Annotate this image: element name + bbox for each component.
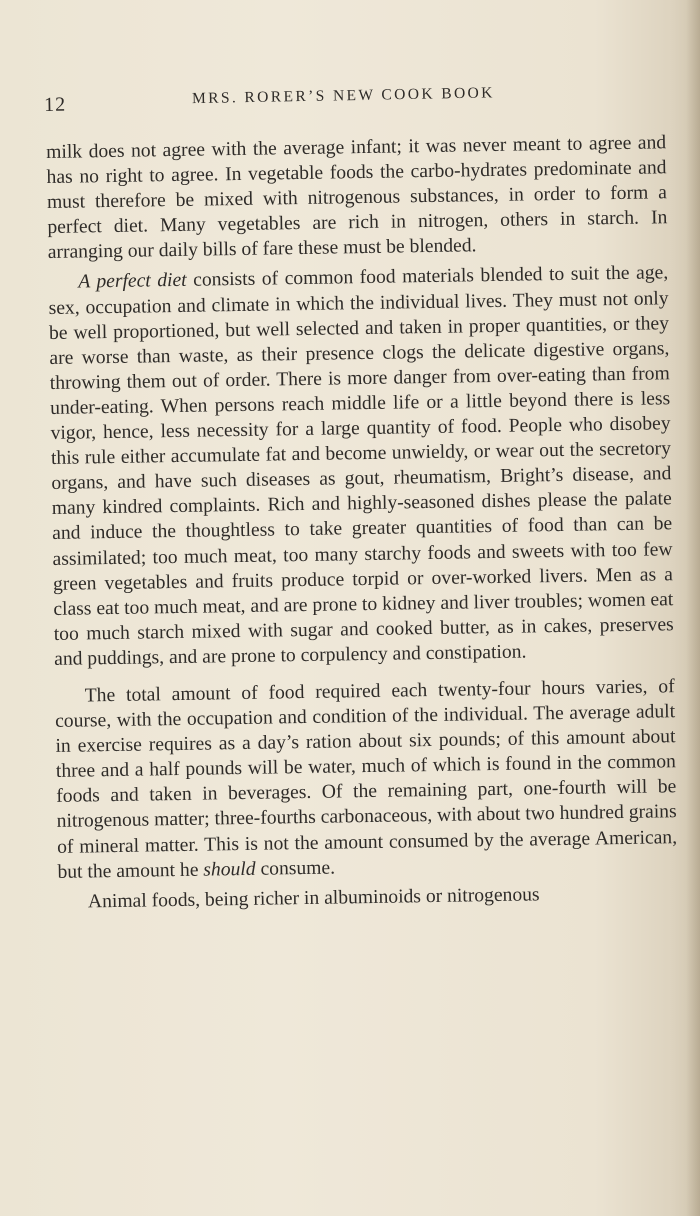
italic-should: should bbox=[203, 858, 256, 881]
paragraph-3 bbox=[55, 674, 678, 884]
paragraph-2-text: consists of common food materials blended to suit the age, sex, occupation and climate in which the individual lives. They must not only be well proportioned, but well selected and taken in proper quantities, or they are worse than waste, as their presence clogs the delicate digestive organs, throwing them out of order. There is more danger from over-eating than from under-eating. When persons reach middle life or a little beyond there is less vigor, hence, less necessity for a large quantity of food. People who disobey this rule either accumulate fat and become unwieldy, or wear out the secretory organs, and have such diseases as gout, rheumatism, Bright’s disease, and many kindred complaints. Rich and highly-seasoned dishes please the palate and induce the thoughtless to take greater quantities of food than can be assimilated; too much meat, too many starchy foods and sweets with too few green vegetables and fruits produce torpid or over-worked livers. Men as a class eat too much meat, and are prone to kidney and liver troubles; women eat too much starch mixed with sugar and cooked butter, as in cakes, preserves and puddings, and are prone to corpulency and constipation. bbox=[48, 262, 674, 670]
paragraph-4: Animal foods, being richer in albuminoids or nitrogenous bbox=[87, 884, 540, 913]
paragraph-3-text-after: consume. bbox=[255, 857, 336, 880]
paragraph-1: milk does not agree with the average infant; it was never meant to agree and has no right to agree. In vegetable foods the carbo-hydrates predominate and must therefore be mixed with nitrogenous substances, in order to form a perfect diet. Many vegetables are rich in nitrogen, others in starch. In arranging our daily bills of fare these must be blended. bbox=[46, 132, 668, 264]
paragraph-3-text-before: The total amount of food required each twenty-four hours varies, of course, with the occupation and condition of the individual. The average adult in exercise requires as a day’s ration about six pounds; of this amount about three and a half pounds will be water, much of which is found in the common foods and taken in beverages. Of the remaining part, one-fourth will be nitrogenous matter; three-fourths carbonaceous, with about two hundred grains of mineral matter. This is not the amount consumed by the average American, but the amount he bbox=[54, 676, 678, 883]
page-header bbox=[44, 72, 665, 118]
paragraph-2 bbox=[48, 261, 674, 672]
page-edge-shadow bbox=[686, 0, 700, 1216]
body-text bbox=[46, 130, 678, 914]
italic-lead: A perfect diet bbox=[78, 270, 187, 293]
running-title: MRS. RORER’S NEW COOK BOOK bbox=[191, 84, 495, 108]
page-number: 12 bbox=[43, 93, 67, 116]
